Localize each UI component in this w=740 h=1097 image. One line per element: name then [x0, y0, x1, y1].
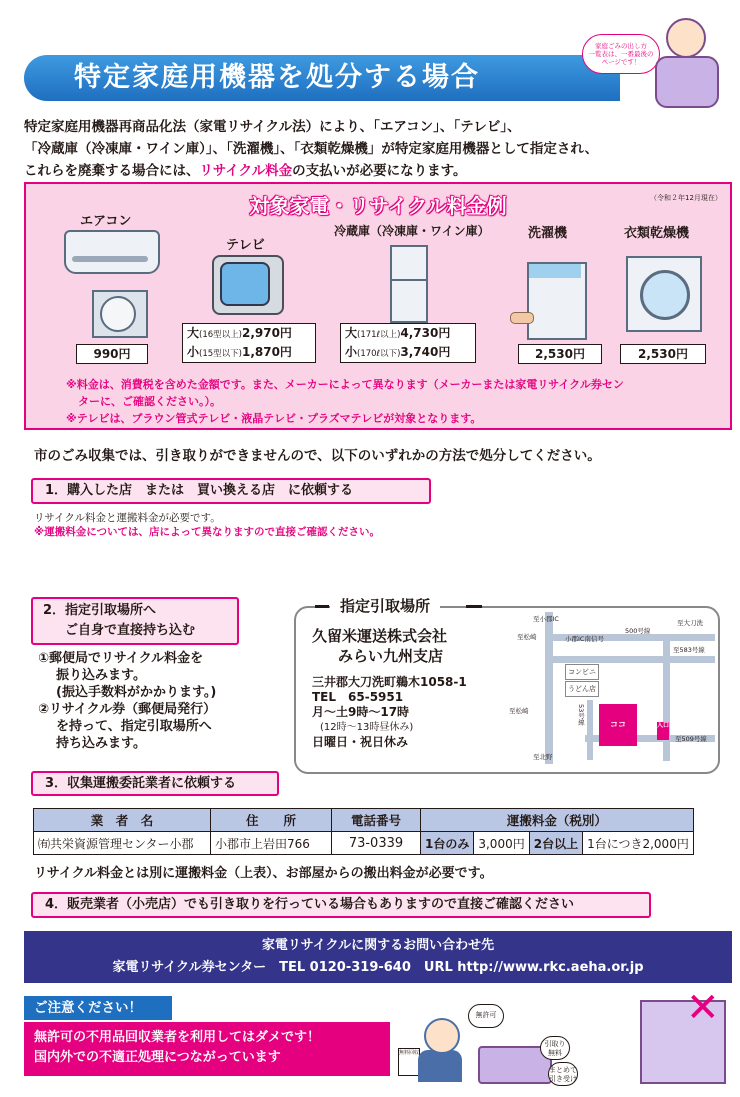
page-title: 特定家庭用機器を処分する場合 — [74, 62, 480, 93]
phone: TEL 65-5951 — [312, 690, 404, 704]
methods-intro: 市のごみ収集では、引き取りができませんので、以下のいずれかの方法で処分してください。 — [34, 448, 601, 464]
intro-line: 特定家庭用機器再商品化法（家電リサイクル法）により、「エアコン」、「テレビ」、 — [24, 119, 521, 135]
map-label: 至大刀洗 — [677, 619, 703, 627]
washer-label: 洗濯機 — [528, 226, 568, 241]
company-address — [312, 675, 467, 750]
washer-panel-icon — [529, 264, 581, 278]
method-line: 振り込みます。 — [56, 668, 146, 683]
step4-heading: 4．販売業者（小売店）でも引き取りを行っている場合もありますので直接ご確認ください — [31, 892, 651, 918]
price-value: 3,740円 — [400, 345, 451, 359]
bulk-pickup-bubble: まとめて 引き受け — [548, 1062, 578, 1086]
title-dash — [466, 605, 482, 608]
step2-title-line: 2．指定引取場所へ — [43, 603, 157, 618]
intro-text-part: の支払いが必要になります。 — [292, 163, 467, 179]
fridge-icon — [390, 245, 428, 281]
access-map — [505, 612, 715, 764]
fee-note: ※テレビは、ブラウン管式テレビ・液晶テレビ・プラズマテレビが対象となります。 — [66, 412, 482, 425]
collector-illustration — [418, 1050, 462, 1082]
size-prefix: 小 — [345, 345, 358, 359]
price-value: 4,730円 — [400, 326, 451, 340]
company-name — [312, 626, 447, 666]
fee-label-cell: 2台以上 — [529, 832, 582, 855]
map-label: 至509号線 — [675, 735, 707, 743]
method-line: 持ち込みます。 — [56, 736, 146, 751]
dryer-label: 衣類乾燥機 — [624, 226, 690, 241]
aircon-price: 990円 — [76, 344, 148, 364]
aircon-label: エアコン — [80, 214, 132, 229]
hose-icon — [510, 312, 534, 324]
guide-speech-bubble — [582, 34, 660, 74]
size-prefix: 大 — [187, 326, 200, 340]
step1-heading: 1．購入した店 または 買い換える店 に依頼する — [31, 478, 431, 504]
washer-price: 2,530円 — [518, 344, 602, 364]
size-range: (170ℓ以下) — [357, 349, 401, 359]
address: 三井郡大刀洗町鵜木1058-1 — [312, 675, 467, 689]
date-note: （令和２年12月現在） — [650, 194, 722, 202]
tv-screen-icon — [220, 262, 270, 306]
map-entrance-marker: 入口 — [657, 722, 669, 740]
table-header: 住 所 — [211, 809, 332, 832]
fee-value-cell: 3,000円 — [474, 832, 529, 855]
fee-notes — [66, 376, 716, 427]
free-pickup-bubble: 引取り 無料 — [540, 1036, 570, 1060]
collector-head-icon — [424, 1018, 460, 1054]
step3-heading: 3．収集運搬委託業者に依頼する — [31, 771, 279, 796]
collection-sign-icon: 無料回収 — [398, 1048, 420, 1076]
map-label: 小郡IC南信号 — [565, 635, 604, 643]
intro-line — [24, 160, 724, 182]
fridge-price-box — [340, 323, 476, 363]
tv-price-small — [187, 344, 311, 363]
step1-note: ※運搬料金については、店によって異なりますので直接ご確認ください。 — [34, 526, 380, 538]
aircon-vent-icon — [72, 256, 148, 262]
price-value: 2,970円 — [241, 326, 292, 340]
mascot-head-icon — [666, 18, 706, 58]
company-cell: ㈲共栄資源管理センター小郡 — [34, 832, 211, 855]
fridge-door-icon — [390, 279, 428, 323]
pickup-location-title: 指定引取場所 — [330, 595, 440, 616]
caution-line: 国内外での不適正処理につながっています — [34, 1050, 281, 1065]
fridge-label: 冷蔵庫（冷凍庫・ワイン庫） — [334, 224, 490, 238]
caution-body — [24, 1022, 390, 1076]
table-header: 運搬料金（税別） — [421, 809, 694, 832]
table-header: 電話番号 — [332, 809, 421, 832]
map-label: 53号線 — [577, 704, 585, 726]
intro-text — [24, 116, 724, 182]
unlicensed-bubble: 無許可 — [468, 1004, 504, 1028]
method-line: ②リサイクル券（郵便局発行） — [38, 702, 217, 717]
map-label: 至583号線 — [673, 646, 705, 654]
contact-banner — [24, 931, 732, 983]
aircon-icon — [64, 230, 160, 274]
step2-methods — [38, 650, 288, 752]
size-range: (171ℓ以上) — [357, 330, 401, 340]
map-destination-marker: ココ — [599, 704, 637, 746]
size-range: (15型以下) — [199, 349, 242, 359]
table-header: 業 者 名 — [34, 809, 211, 832]
size-range: (16型以上) — [199, 330, 242, 340]
step1-text: リサイクル料金と運搬料金が必要です。 — [34, 512, 221, 524]
collector-table — [33, 808, 694, 855]
size-prefix: 大 — [345, 326, 358, 340]
intro-text-part: これらを廃棄する場合には、 — [24, 163, 200, 179]
price-value: 1,870円 — [241, 345, 292, 359]
bubble-line: ページです！ — [601, 58, 641, 66]
tel-cell: 73-0339 — [332, 832, 421, 855]
dryer-door-icon — [640, 270, 690, 320]
method-line: ①郵便局でリサイクル料金を — [38, 651, 204, 666]
map-label: 500号線 — [625, 627, 651, 635]
tv-price-box — [182, 323, 316, 363]
map-convenience-store: コンビニ — [565, 664, 599, 680]
lunch-hours: (12時～13時昼休み) — [320, 722, 414, 733]
hours: 月～土9時～17時 — [312, 705, 410, 719]
map-udon-shop: うどん店 — [565, 681, 599, 697]
method-line: (振込手数料がかかります。) — [56, 685, 217, 700]
bubble-line: 家庭ごみの出し方 — [595, 42, 647, 50]
fee-note: ターに、ご確認ください。）。 — [78, 395, 221, 408]
size-prefix: 小 — [187, 345, 200, 359]
recycle-fee-highlight: リサイクル料金 — [199, 163, 293, 179]
map-label: 至小郡IC — [533, 615, 559, 623]
map-road — [663, 641, 670, 761]
cross-icon: ✕ — [686, 985, 720, 1031]
address-cell: 小郡市上岩田766 — [211, 832, 332, 855]
caution-heading: ご注意ください！ — [24, 996, 172, 1020]
intro-line: 「冷蔵庫（冷凍庫・ワイン庫）」、「洗濯機」、「衣類乾燥機」が特定家庭用機器として指定され、 — [24, 141, 599, 157]
bubble-line: 一覧表は、一番最後の — [588, 50, 654, 58]
step2-title-line: ご自身で直接持ち込む — [65, 623, 196, 638]
fridge-price-large — [345, 325, 471, 344]
recycle-fee-title: 対象家電・リサイクル料金例 — [249, 194, 507, 218]
company-line: みらい九州支店 — [338, 647, 444, 665]
fee-label-cell: 1台のみ — [421, 832, 474, 855]
table-row — [34, 832, 694, 855]
title-dash — [315, 605, 329, 608]
method-line: を持って、指定引取場所へ — [56, 719, 212, 734]
fridge-price-small — [345, 344, 471, 363]
table-header-row — [34, 809, 694, 832]
map-label: 至北野 — [533, 753, 553, 761]
contact-line: 家電リサイクル券センター TEL 0120-319-640 URL http://www.rkc.aeha.or.jp — [112, 960, 644, 975]
tv-price-large — [187, 325, 311, 344]
fee-note: ※料金は、消費税を含めた金額です。また、メーカーによって異なります（メーカーまたは家電リサイクル券セン — [66, 378, 624, 391]
closed-days: 日曜日・祝日休み — [312, 735, 409, 749]
fan-icon — [100, 296, 136, 332]
surcharge-note: リサイクル料金とは別に運搬料金（上表）、お部屋からの搬出料金が必要です。 — [34, 866, 493, 881]
contact-title: 家電リサイクルに関するお問い合わせ先 — [261, 938, 495, 953]
caution-line: 無許可の不用品回収業者を利用してはダメです！ — [34, 1030, 321, 1045]
mascot-illustration — [655, 56, 719, 108]
fee-value-cell: 1台につき2,000円 — [583, 832, 694, 855]
map-label: 至松崎 — [509, 707, 529, 715]
map-road — [545, 656, 715, 663]
dryer-price: 2,530円 — [620, 344, 706, 364]
tv-label: テレビ — [226, 238, 265, 253]
map-label: 至松崎 — [517, 633, 537, 641]
company-line: 久留米運送株式会社 — [312, 627, 448, 645]
step2-heading — [31, 597, 239, 645]
map-road — [587, 700, 593, 760]
